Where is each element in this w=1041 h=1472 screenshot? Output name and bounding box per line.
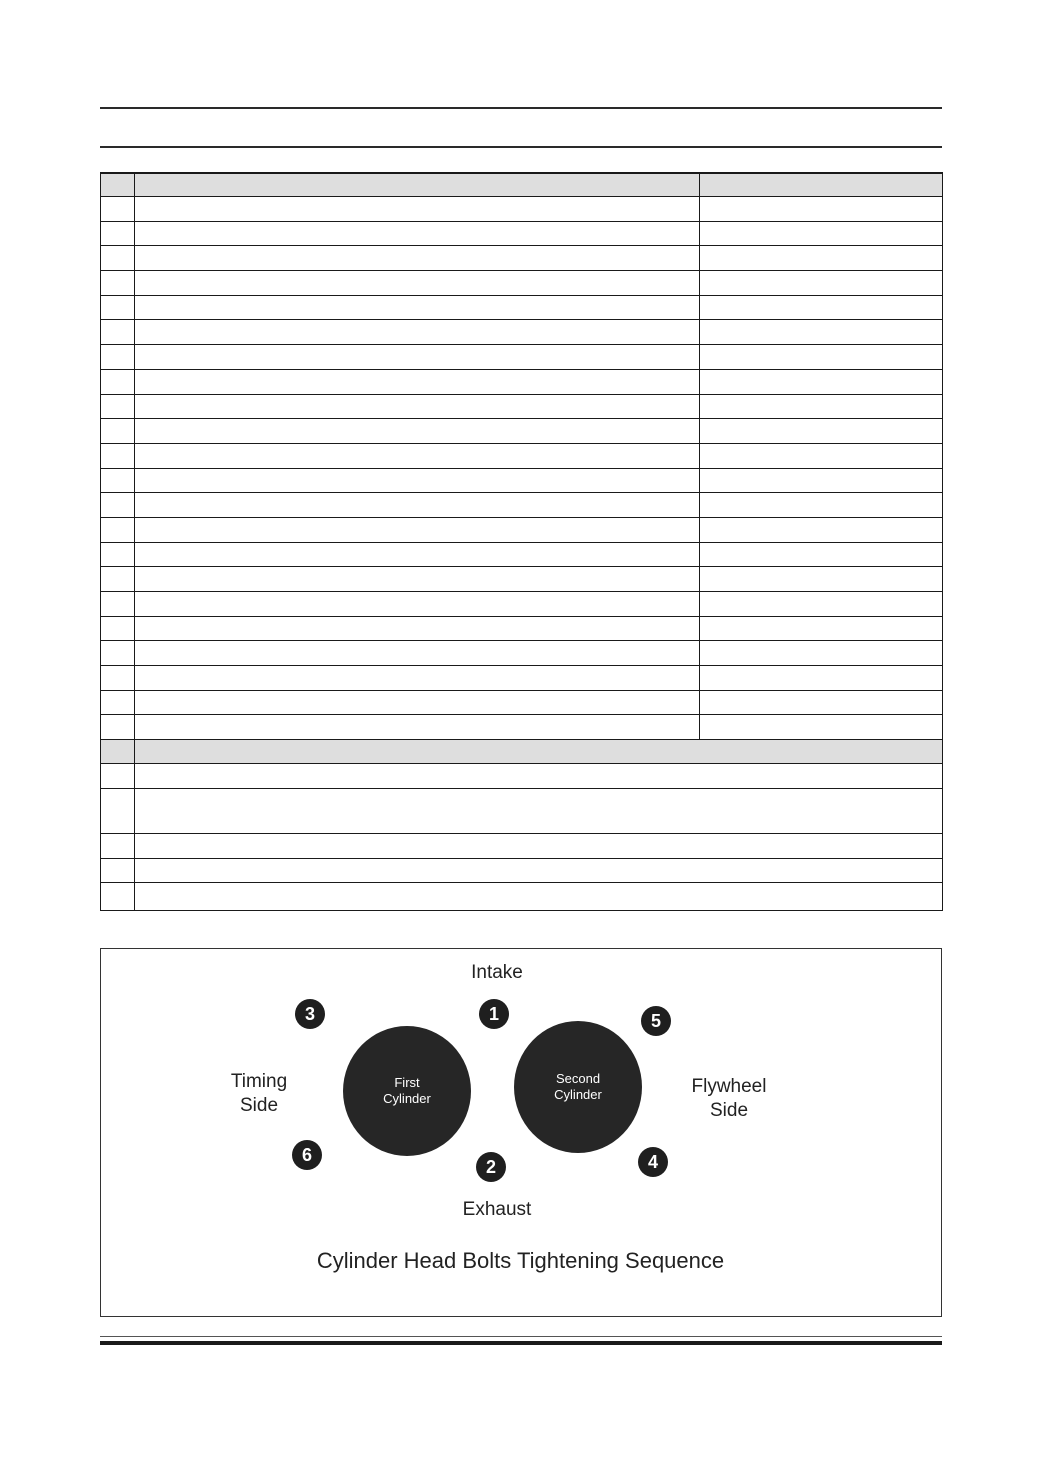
table-cell — [135, 567, 700, 592]
table-cell — [135, 883, 943, 911]
table-cell — [135, 641, 700, 666]
table-cell — [700, 443, 943, 468]
table-section-row — [101, 740, 943, 764]
table-cell — [135, 345, 700, 370]
table-cell — [101, 517, 135, 542]
table-cell — [135, 858, 943, 883]
table-cell — [101, 542, 135, 567]
table-cell — [135, 715, 700, 740]
exhaust-label: Exhaust — [462, 1199, 532, 1220]
table-cell — [135, 788, 943, 833]
table-row — [101, 221, 943, 246]
table-cell — [700, 320, 943, 345]
table-row — [101, 468, 943, 493]
header-rule-top — [100, 107, 942, 109]
diagram-caption: Cylinder Head Bolts Tightening Sequence — [316, 1248, 725, 1273]
table-row — [101, 493, 943, 518]
table-row — [101, 517, 943, 542]
table-row — [101, 690, 943, 715]
table-cell — [101, 394, 135, 419]
table-row — [101, 641, 943, 666]
table-cell — [135, 197, 700, 222]
table-cell — [700, 666, 943, 691]
table-cell — [101, 740, 135, 764]
table-cell — [700, 295, 943, 320]
bolt-5-marker: 5 — [641, 1006, 671, 1036]
bolt-1-marker: 1 — [479, 999, 509, 1029]
table-cell — [135, 271, 700, 296]
table-cell — [101, 443, 135, 468]
table-cell — [700, 567, 943, 592]
table-cell — [700, 173, 943, 197]
timing-side-label: Timing Side — [230, 1071, 288, 1116]
table-cell — [700, 246, 943, 271]
table-cell — [700, 419, 943, 444]
table-cell — [101, 493, 135, 518]
table-cell — [135, 764, 943, 789]
table-row — [101, 320, 943, 345]
specification-table — [100, 172, 943, 911]
table-cell — [135, 394, 700, 419]
table-cell — [700, 616, 943, 641]
table-row — [101, 419, 943, 444]
table-cell — [700, 221, 943, 246]
table-cell — [700, 369, 943, 394]
table-cell — [135, 690, 700, 715]
table-cell — [135, 221, 700, 246]
table-cell — [135, 246, 700, 271]
table-row — [101, 369, 943, 394]
table-row — [101, 197, 943, 222]
table-cell — [135, 666, 700, 691]
table-row — [101, 592, 943, 617]
header-rule-bottom — [100, 146, 942, 148]
table-cell — [135, 369, 700, 394]
table-cell — [101, 295, 135, 320]
table-cell — [101, 858, 135, 883]
intake-label: Intake — [471, 962, 523, 983]
table-row — [101, 271, 943, 296]
table-cell — [101, 468, 135, 493]
footer-rule-thick — [100, 1341, 942, 1345]
table-cell — [135, 419, 700, 444]
table-cell — [101, 715, 135, 740]
table-row — [101, 858, 943, 883]
table-cell — [700, 394, 943, 419]
table-cell — [700, 493, 943, 518]
table-row — [101, 833, 943, 858]
footer-rule-thin — [100, 1336, 942, 1337]
table-header-row — [101, 173, 943, 197]
table-cell — [135, 833, 943, 858]
table-cell — [700, 690, 943, 715]
table-cell — [135, 616, 700, 641]
table-cell — [135, 443, 700, 468]
table-cell — [101, 369, 135, 394]
second-cylinder: Second Cylinder — [514, 1021, 642, 1153]
table-cell — [101, 173, 135, 197]
table-cell — [101, 271, 135, 296]
table-row — [101, 443, 943, 468]
table-cell — [101, 320, 135, 345]
table-cell — [700, 271, 943, 296]
table-cell — [700, 592, 943, 617]
table-cell — [101, 246, 135, 271]
table-row — [101, 616, 943, 641]
table-cell — [700, 715, 943, 740]
table-cell — [101, 690, 135, 715]
table-row — [101, 542, 943, 567]
table-cell — [101, 567, 135, 592]
flywheel-side-label: Flywheel Side — [691, 1076, 767, 1121]
table-cell — [101, 788, 135, 833]
table-cell — [101, 833, 135, 858]
table-row — [101, 246, 943, 271]
table-row — [101, 394, 943, 419]
bolt-4-marker: 4 — [638, 1147, 668, 1177]
first-cylinder: First Cylinder — [343, 1026, 471, 1156]
table-cell — [101, 666, 135, 691]
table-cell — [101, 616, 135, 641]
table-cell — [700, 468, 943, 493]
table-row — [101, 715, 943, 740]
table-cell — [135, 592, 700, 617]
table-cell — [101, 345, 135, 370]
table-row — [101, 788, 943, 833]
table-cell — [135, 173, 700, 197]
table-cell — [101, 764, 135, 789]
table-cell — [101, 197, 135, 222]
table-cell — [101, 641, 135, 666]
table-row — [101, 345, 943, 370]
table-cell — [101, 883, 135, 911]
table-cell — [101, 419, 135, 444]
bolt-2-marker: 2 — [476, 1152, 506, 1182]
table-cell — [135, 542, 700, 567]
table-cell — [101, 221, 135, 246]
table-cell — [135, 517, 700, 542]
table-cell — [135, 468, 700, 493]
table-cell — [700, 517, 943, 542]
bolt-6-marker: 6 — [292, 1140, 322, 1170]
table-row — [101, 295, 943, 320]
table-row — [101, 666, 943, 691]
table-cell — [135, 320, 700, 345]
table-row — [101, 567, 943, 592]
table-cell — [135, 740, 943, 764]
table-cell — [135, 493, 700, 518]
table-cell — [700, 197, 943, 222]
table-cell — [135, 295, 700, 320]
table-cell — [700, 542, 943, 567]
table-cell — [101, 592, 135, 617]
table-cell — [700, 345, 943, 370]
table-row — [101, 764, 943, 789]
bolt-3-marker: 3 — [295, 999, 325, 1029]
table-cell — [700, 641, 943, 666]
table-row — [101, 883, 943, 911]
